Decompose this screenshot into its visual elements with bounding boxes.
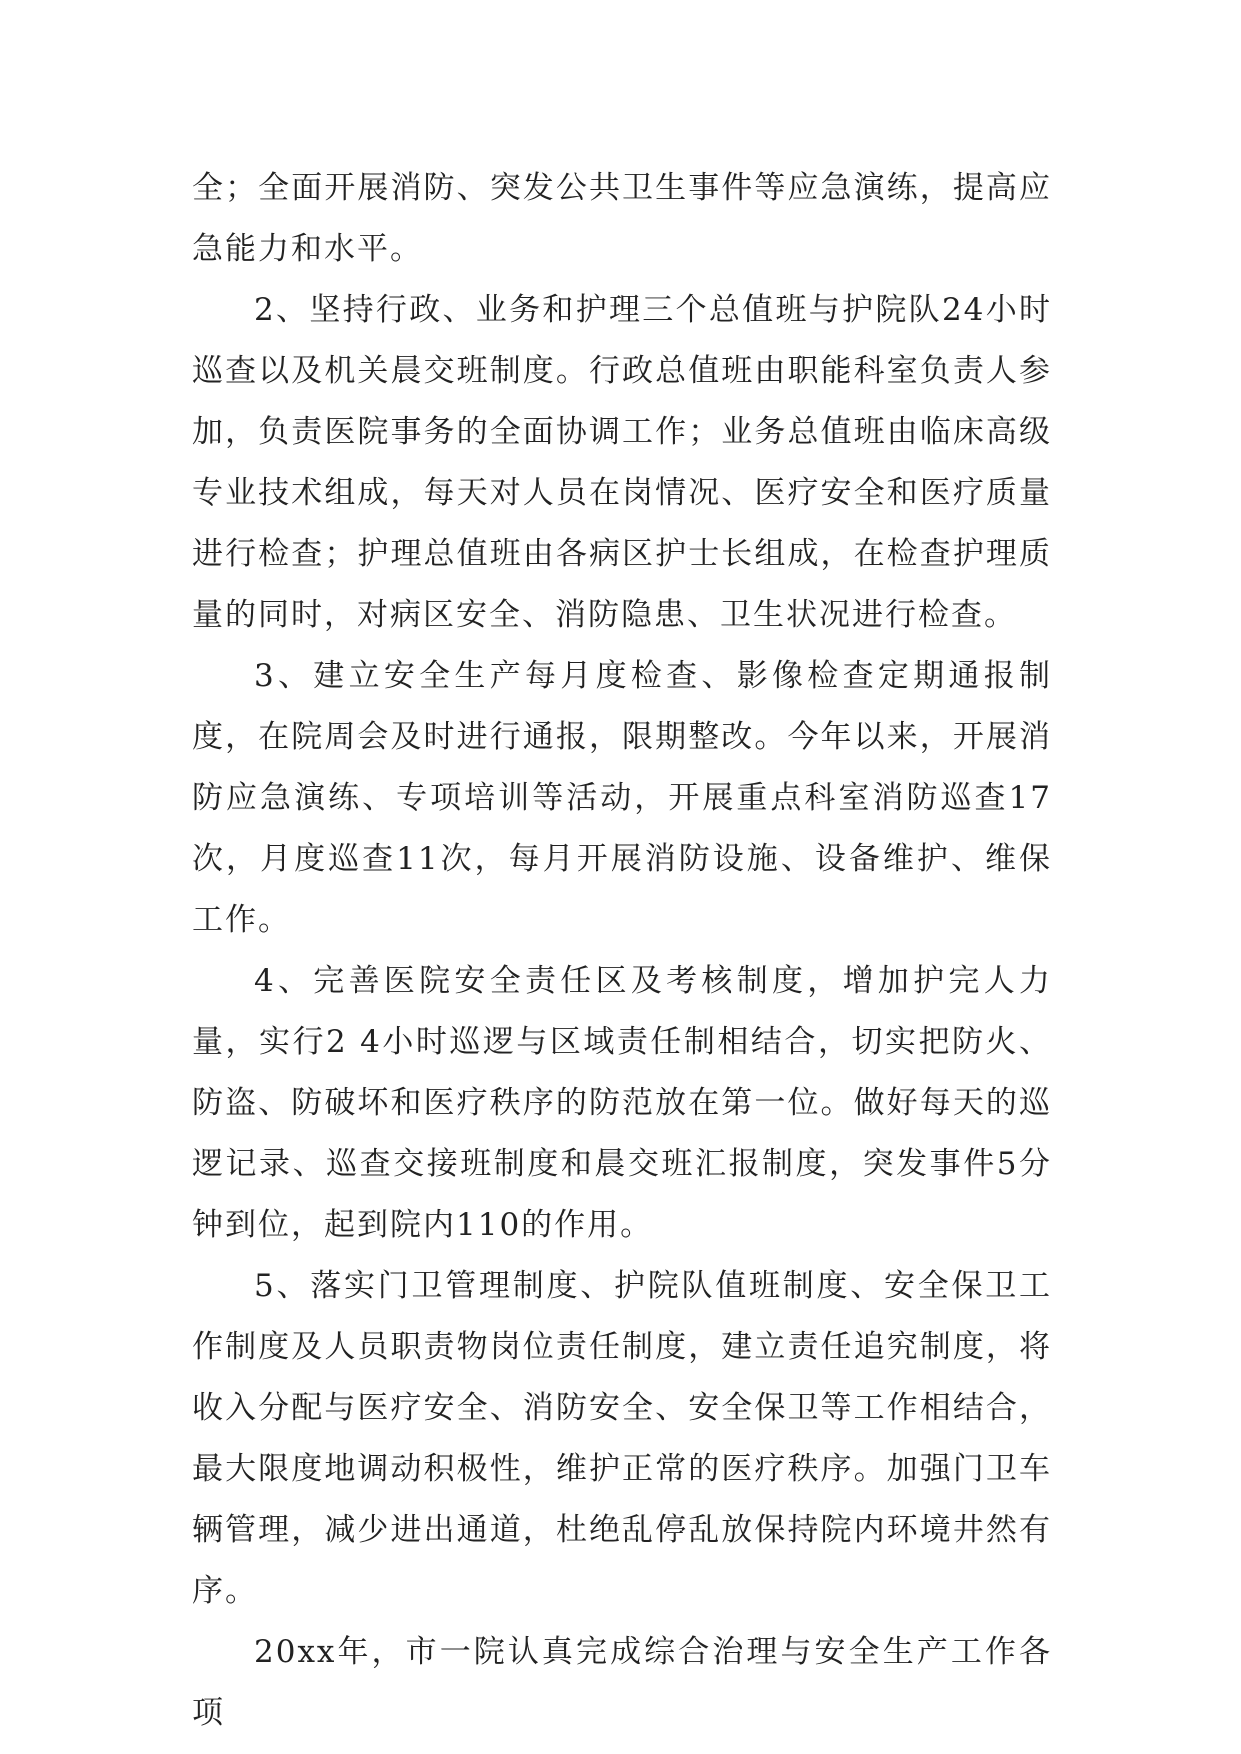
paragraph-item-3: 3、建立安全生产每月度检查、影像检查定期通报制度，在院周会及时进行通报，限期整改。今年以来，开展消防应急演练、专项培训等活动，开展重点科室消防巡查17次，月度巡查11次，每月开展消防设施、设备维护、维保工作。 xyxy=(192,658,1052,938)
paragraph-item-2: 2、坚持行政、业务和护理三个总值班与护院队24小时巡查以及机关晨交班制度。行政总值班由职能科室负责人参加，负责医院事务的全面协调工作；业务总值班由临床高级专业技术组成，每天对人员在岗情况、医疗安全和医疗质量进行检查；护理总值班由各病区护士长组成，在检查护理质量的同时，对病区安全、消防隐患、卫生状况进行检查。 xyxy=(192,292,1052,633)
paragraph-summary: 20xx年，市一院认真完成综合治理与安全生产工作各项 xyxy=(192,1634,1052,1731)
paragraph-item-4: 4、完善医院安全责任区及考核制度，增加护完人力量，实行2 4小时巡逻与区域责任制相结合，切实把防火、防盗、防破坏和医疗秩序的防范放在第一位。做好每天的巡逻记录、巡查交接班制度和晨交班汇报制度，突发事件5分钟到位，起到院内110的作用。 xyxy=(192,963,1052,1243)
document-body xyxy=(192,158,1052,1744)
paragraph-continuation: 全；全面开展消防、突发公共卫生事件等应急演练，提高应急能力和水平。 xyxy=(192,170,1052,267)
paragraph-item-5: 5、落实门卫管理制度、护院队值班制度、安全保卫工作制度及人员职责物岗位责任制度，建立责任追究制度，将收入分配与医疗安全、消防安全、安全保卫等工作相结合，最大限度地调动积极性，维护正常的医疗秩序。加强门卫车辆管理，减少进出通道，杜绝乱停乱放保持院内环境井然有序。 xyxy=(192,1268,1052,1609)
